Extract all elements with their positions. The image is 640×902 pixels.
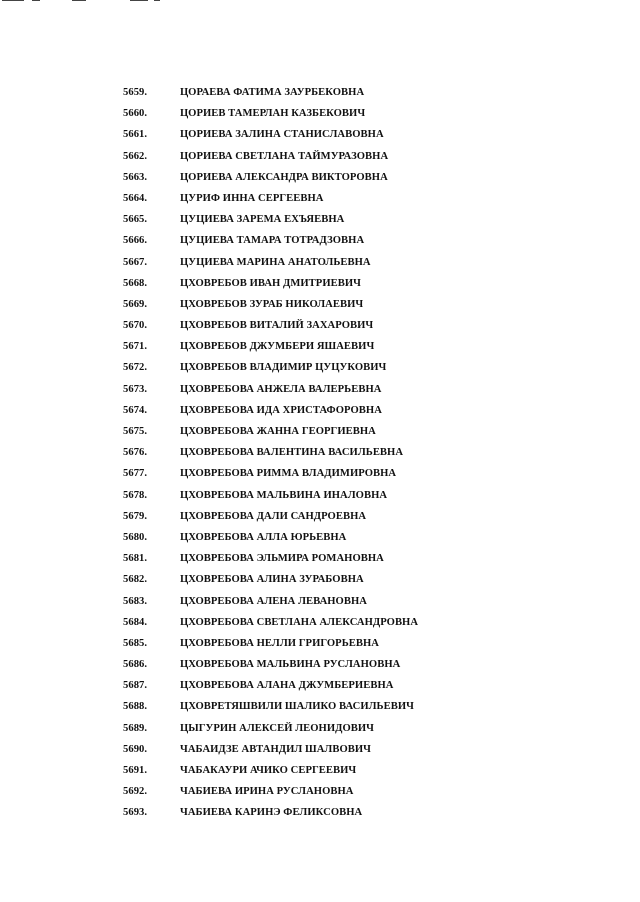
list-item <box>0 150 640 171</box>
entry-number: 5665. <box>123 214 148 226</box>
list-item <box>0 595 640 616</box>
list-item <box>0 234 640 255</box>
entry-full-name: ЧАБАИДЗЕ АВТАНДИЛ ШАЛВОВИЧ <box>180 743 371 755</box>
entry-number: 5662. <box>123 150 148 162</box>
entry-number: 5671. <box>123 341 148 353</box>
entry-number: 5676. <box>123 447 148 459</box>
entry-number: 5691. <box>123 765 148 776</box>
entry-full-name: ЦХОВРЕБОВА ДАЛИ САНДРОЕВНА <box>180 510 367 522</box>
entry-number: 5667. <box>123 256 148 268</box>
entry-full-name: ЦХОВРЕБОВА ВАЛЕНТИНА ВАСИЛЬЕВНА <box>180 447 404 459</box>
entry-number: 5686. <box>123 659 148 671</box>
entry-full-name: ЦХОВРЕБОВА АЛЕНА ЛЕВАНОВНА <box>180 595 367 607</box>
list-item <box>0 700 640 721</box>
entry-number: 5679. <box>123 510 148 522</box>
entry-number: 5672. <box>123 362 148 374</box>
entry-number: 5663. <box>123 171 148 183</box>
entry-full-name: ЦХОВРЕБОВА АНЖЕЛА ВАЛЕРЬЕВНА <box>180 383 382 395</box>
list-item <box>0 552 640 573</box>
entry-number: 5668. <box>123 277 148 289</box>
entry-number: 5681. <box>123 553 148 565</box>
entry-number: 5673. <box>123 383 148 395</box>
entry-full-name: ЦХОВРЕБОВА ИДА ХРИСТАФОРОВНА <box>180 404 382 416</box>
list-item <box>0 298 640 319</box>
entry-full-name: ЦХОВРЕБОВА АЛАНА ДЖУМБЕРИЕВНА <box>180 680 394 692</box>
list-item <box>0 531 640 552</box>
list-item <box>0 679 640 700</box>
entry-full-name: ЦХОВРЕБОВА НЕЛЛИ ГРИГОРЬЕВНА <box>180 637 379 649</box>
entry-full-name: ЦУРИФ ИННА СЕРГЕЕВНА <box>180 192 324 204</box>
list-item <box>0 171 640 192</box>
entry-full-name: ЦХОВРЕБОВА РИММА ВЛАДИМИРОВНА <box>180 468 397 480</box>
list-item <box>0 383 640 404</box>
entry-number: 5669. <box>123 298 148 310</box>
entry-full-name: ЦХОВРЕБОВ ИВАН ДМИТРИЕВИЧ <box>180 277 361 289</box>
list-item <box>0 467 640 488</box>
entry-full-name: ЦХОВРЕБОВА ЖАННА ГЕОРГИЕВНА <box>180 426 376 437</box>
scan-edge-mark <box>2 0 162 4</box>
entry-full-name: ЧАБАКАУРИ АЧИКО СЕРГЕЕВИЧ <box>180 765 357 776</box>
list-item <box>0 107 640 128</box>
entry-full-name: ЦХОВРЕБОВ ЗУРАБ НИКОЛАЕВИЧ <box>180 298 364 310</box>
entry-number: 5660. <box>123 108 148 120</box>
entry-full-name: ЧАБИЕВА ИРИНА РУСЛАНОВНА <box>180 786 354 798</box>
entry-number: 5692. <box>123 786 148 798</box>
entry-full-name: ЦХОВРЕБОВА АЛЛА ЮРЬЕВНА <box>180 531 347 543</box>
list-item <box>0 340 640 361</box>
name-list <box>0 86 640 828</box>
list-item <box>0 404 640 425</box>
list-item <box>0 722 640 743</box>
entry-full-name: ЦХОВРЕТЯШВИЛИ ШАЛИКО ВАСИЛЬЕВИЧ <box>180 701 414 713</box>
entry-full-name: ЦЫГУРИН АЛЕКСЕЙ ЛЕОНИДОВИЧ <box>180 722 374 734</box>
entry-full-name: ЦХОВРЕБОВ ВИТАЛИЙ ЗАХАРОВИЧ <box>180 320 374 332</box>
entry-number: 5693. <box>123 807 148 819</box>
entry-full-name: ЦХОВРЕБОВ ДЖУМБЕРИ ЯШАЕВИЧ <box>180 341 375 353</box>
list-item <box>0 743 640 764</box>
list-item <box>0 489 640 510</box>
list-item <box>0 128 640 149</box>
entry-number: 5678. <box>123 489 148 501</box>
entry-number: 5677. <box>123 468 148 480</box>
entry-full-name: ЦХОВРЕБОВА АЛИНА ЗУРАБОВНА <box>180 574 364 586</box>
entry-number: 5666. <box>123 235 148 247</box>
entry-full-name: ЦУЦИЕВА ТАМАРА ТОТРАДЗОВНА <box>180 235 365 247</box>
list-item <box>0 658 640 679</box>
entry-number: 5664. <box>123 192 148 204</box>
list-item <box>0 256 640 277</box>
entry-number: 5670. <box>123 320 148 332</box>
entry-full-name: ЦОРИЕВА АЛЕКСАНДРА ВИКТОРОВНА <box>180 171 388 183</box>
list-item <box>0 446 640 467</box>
list-item <box>0 785 640 806</box>
list-item <box>0 213 640 234</box>
entry-number: 5674. <box>123 404 148 416</box>
list-item <box>0 86 640 107</box>
list-item <box>0 573 640 594</box>
entry-full-name: ЦУЦИЕВА ЗАРЕМА ЕХЪЯЕВНА <box>180 214 345 226</box>
entry-full-name: ЦУЦИЕВА МАРИНА АНАТОЛЬЕВНА <box>180 256 371 268</box>
entry-full-name: ЦХОВРЕБОВ ВЛАДИМИР ЦУЦУКОВИЧ <box>180 362 387 374</box>
entry-full-name: ЦОРАЕВА ФАТИМА ЗАУРБЕКОВНА <box>180 87 365 98</box>
entry-full-name: ЦОРИЕВА СВЕТЛАНА ТАЙМУРАЗОВНА <box>180 150 389 162</box>
entry-number: 5683. <box>123 595 148 607</box>
list-item <box>0 616 640 637</box>
entry-number: 5659. <box>123 87 148 98</box>
entry-number: 5687. <box>123 680 148 692</box>
entry-number: 5661. <box>123 129 148 141</box>
entry-number: 5690. <box>123 743 148 755</box>
list-item <box>0 510 640 531</box>
entry-number: 5675. <box>123 426 148 437</box>
list-item <box>0 637 640 658</box>
list-item <box>0 361 640 382</box>
list-item <box>0 319 640 340</box>
list-item <box>0 192 640 213</box>
entry-number: 5684. <box>123 616 148 628</box>
list-item <box>0 806 640 827</box>
entry-number: 5682. <box>123 574 148 586</box>
list-item <box>0 277 640 298</box>
entry-full-name: ЦХОВРЕБОВА СВЕТЛАНА АЛЕКСАНДРОВНА <box>180 616 419 628</box>
entry-full-name: ЦХОВРЕБОВА ЭЛЬМИРА РОМАНОВНА <box>180 553 384 565</box>
entry-full-name: ЦОРИЕВА ЗАЛИНА СТАНИСЛАВОВНА <box>180 129 384 141</box>
entry-full-name: ЦХОВРЕБОВА МАЛЬВИНА РУСЛАНОВНА <box>180 659 401 671</box>
entry-full-name: ЧАБИЕВА КАРИНЭ ФЕЛИКСОВНА <box>180 807 363 819</box>
list-item <box>0 425 640 446</box>
entry-number: 5680. <box>123 531 148 543</box>
entry-number: 5685. <box>123 637 148 649</box>
entry-number: 5688. <box>123 701 148 713</box>
entry-full-name: ЦХОВРЕБОВА МАЛЬВИНА ИНАЛОВНА <box>180 489 388 501</box>
list-item <box>0 764 640 785</box>
entry-number: 5689. <box>123 722 148 734</box>
entry-full-name: ЦОРИЕВ ТАМЕРЛАН КАЗБЕКОВИЧ <box>180 108 366 120</box>
